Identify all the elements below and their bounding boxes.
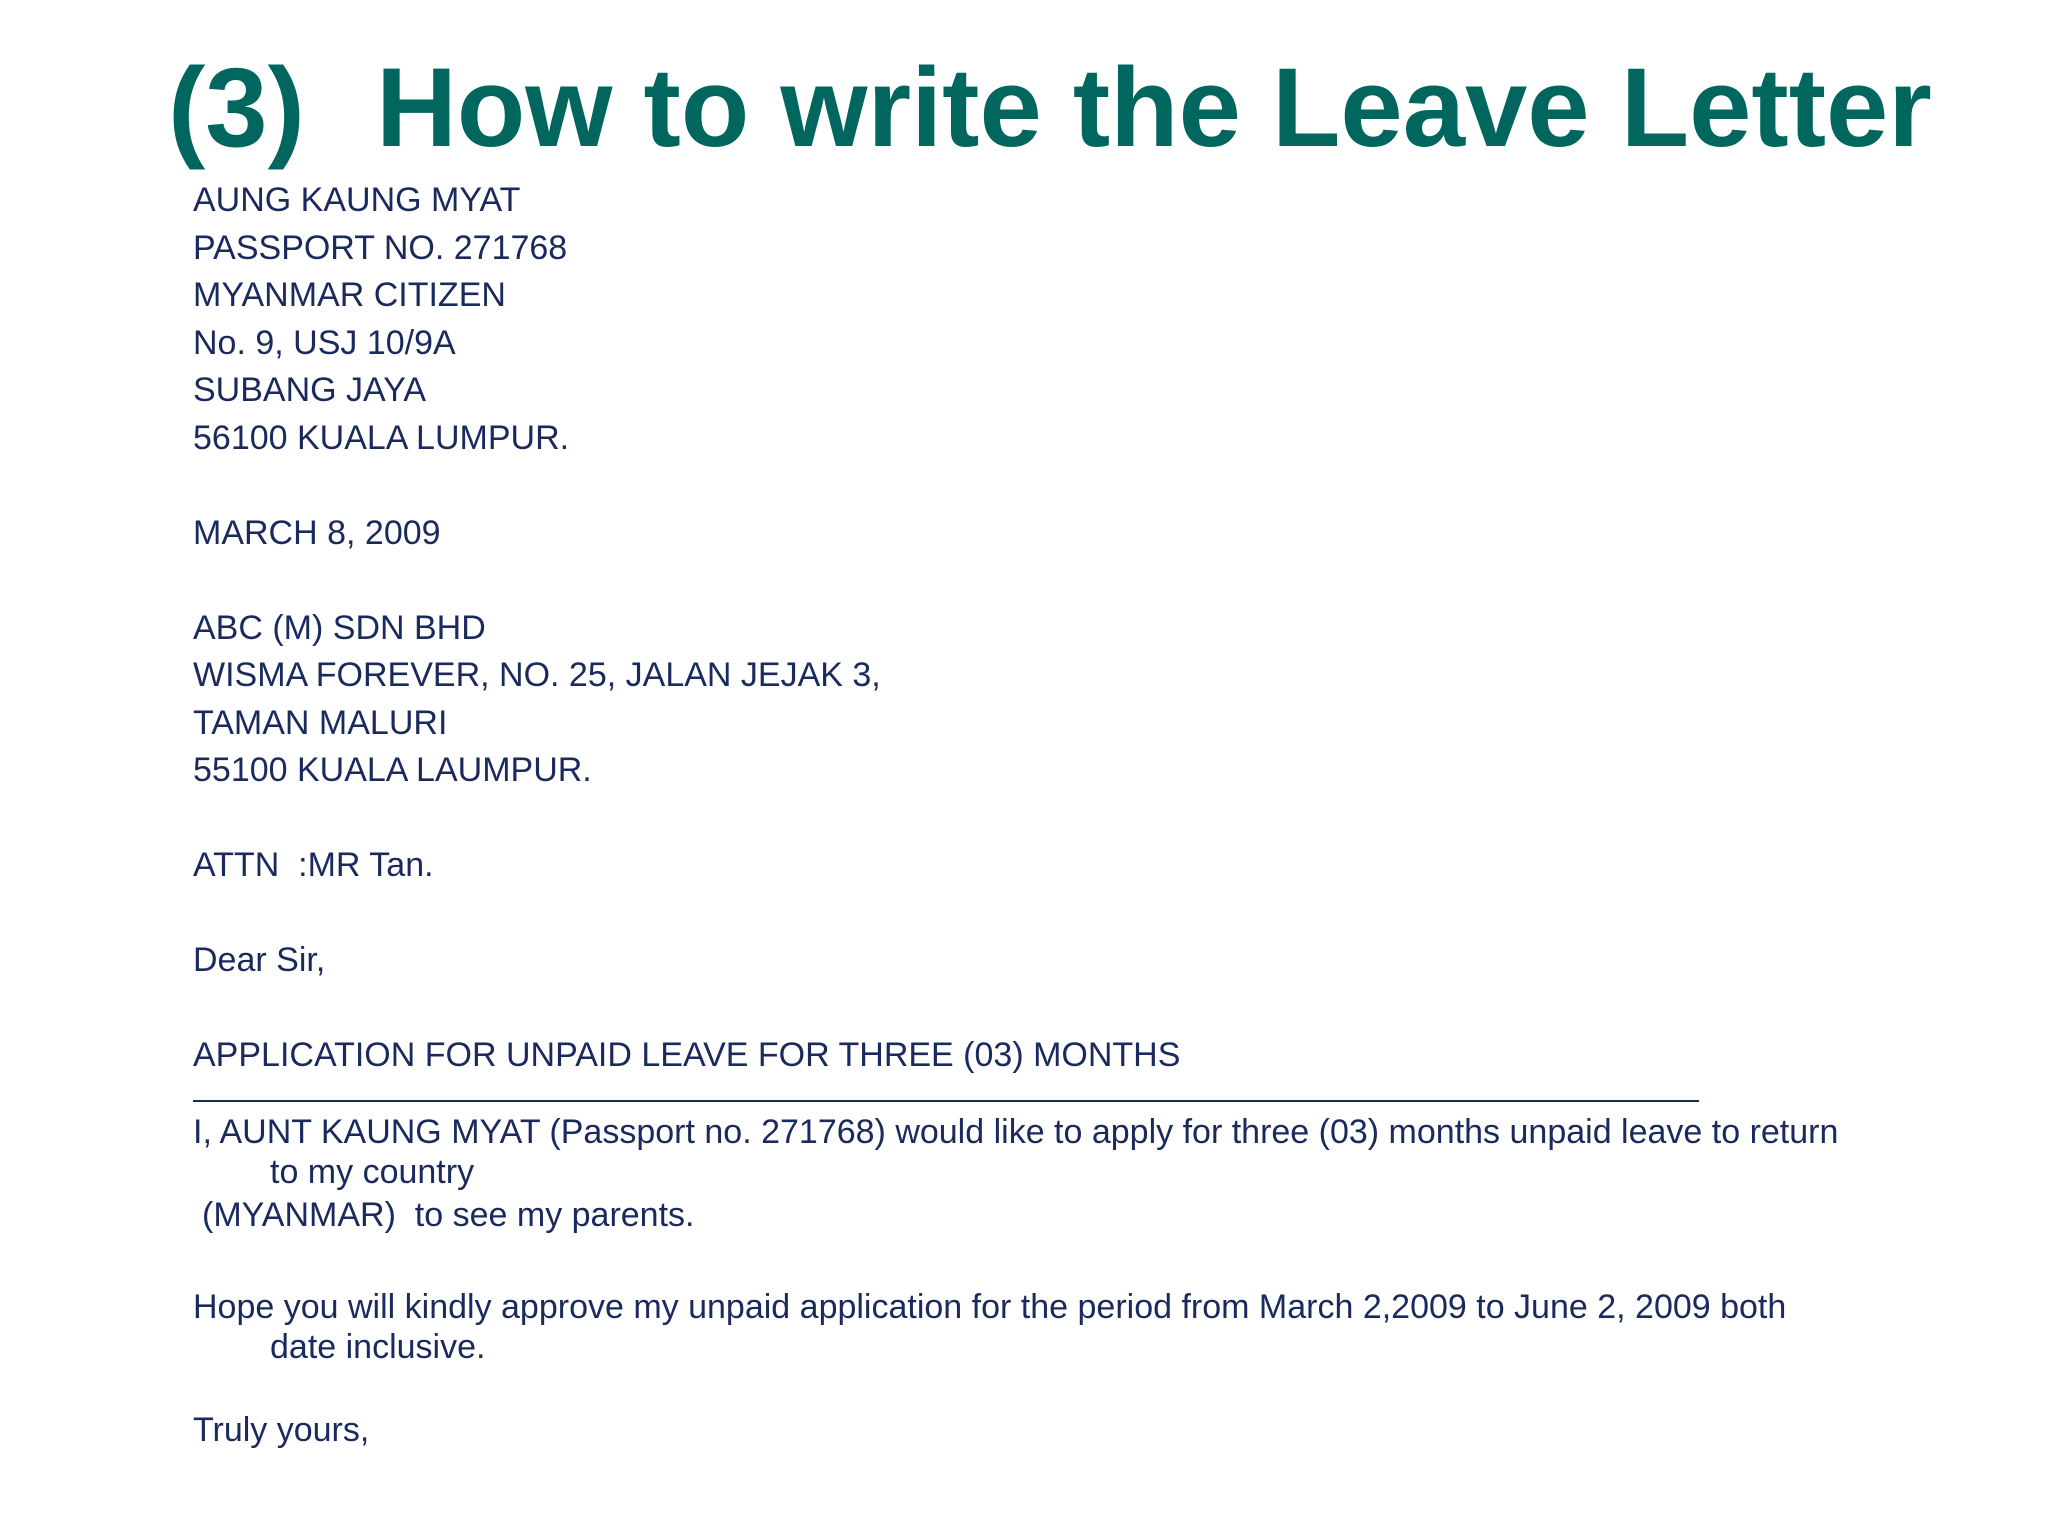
spacer <box>193 1367 1993 1407</box>
spacer <box>193 890 1993 938</box>
closing: Truly yours, <box>193 1410 370 1449</box>
subject-underline <box>193 1100 1699 1102</box>
attention-line: ATTN :MR Tan. <box>193 846 434 884</box>
sender-citizenship: MYANMAR CITIZEN <box>193 276 506 314</box>
salutation: Dear Sir, <box>193 941 326 979</box>
para1-line3: (MYANMAR) to see my parents. <box>202 1195 695 1234</box>
recipient-address-line1: WISMA FOREVER, NO. 25, JALAN JEJAK 3, <box>193 656 881 694</box>
spacer <box>193 557 1993 605</box>
sender-passport: PASSPORT NO. 271768 <box>193 228 568 267</box>
subject-line: APPLICATION FOR UNPAID LEAVE FOR THREE (03) MONTHS <box>193 1036 1181 1074</box>
title-number: (3) <box>168 45 305 170</box>
slide-title <box>168 44 1932 172</box>
sender-address-line1: No. 9, USJ 10/9A <box>193 323 456 362</box>
spacer <box>193 462 1993 510</box>
sender-name: AUNG KAUNG MYAT <box>193 181 521 219</box>
recipient-address-line2: TAMAN MALURI <box>193 703 448 742</box>
recipient-company: ABC (M) SDN BHD <box>193 608 486 647</box>
para1-line2: to my country <box>270 1152 475 1191</box>
para2-line2: date inclusive. <box>270 1327 486 1366</box>
para1-line1: I, AUNT KAUNG MYAT (Passport no. 271768) would like to apply for three (03) months unpaid leave to return <box>193 1112 1839 1151</box>
spacer <box>193 1239 1993 1287</box>
letter-body <box>193 177 1993 1454</box>
letter-date: MARCH 8, 2009 <box>193 513 441 552</box>
sender-block <box>193 177 1993 462</box>
sender-address-line2: SUBANG JAYA <box>193 371 427 409</box>
spacer <box>193 795 1993 843</box>
body-paragraph-1 <box>193 1112 1993 1192</box>
title-text: How to write the Leave Letter <box>376 45 1932 170</box>
spacer <box>193 985 1993 1033</box>
para2-line1: Hope you will kindly approve my unpaid application for the period from March 2,2009 to June 2, 2009 both <box>193 1287 1787 1326</box>
recipient-block <box>193 605 1993 795</box>
recipient-address-line3: 55100 KUALA LAUMPUR. <box>193 751 592 789</box>
body-paragraph-2 <box>193 1287 1993 1367</box>
sender-address-line3: 56100 KUALA LUMPUR. <box>193 418 570 457</box>
